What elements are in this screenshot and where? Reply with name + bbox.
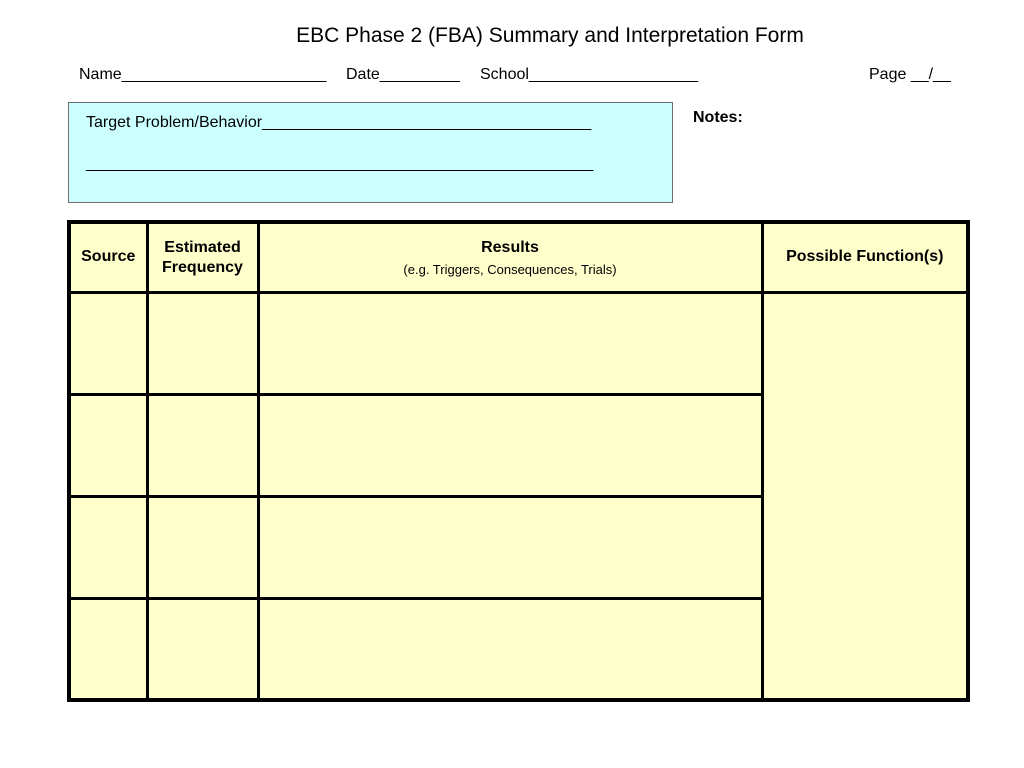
school-field[interactable]: School___________________: [480, 66, 698, 83]
results-header-subtitle: (e.g. Triggers, Consequences, Trials): [403, 262, 617, 277]
possible-function-header-label: Possible Function(s): [786, 248, 944, 266]
source-cell[interactable]: [69, 394, 147, 496]
target-behavior-continuation-field[interactable]: _________________________________________________________: [86, 155, 594, 172]
source-header-label: Source: [81, 248, 136, 266]
page-field[interactable]: Page __/__: [869, 66, 951, 83]
results-cell[interactable]: [258, 292, 762, 394]
source-cell[interactable]: [69, 292, 147, 394]
table-header-row: [69, 222, 968, 292]
frequency-cell[interactable]: [147, 394, 258, 496]
target-behavior-field[interactable]: Target Problem/Behavior_____________________________________: [86, 114, 592, 131]
form-title: EBC Phase 2 (FBA) Summary and Interpretation Form: [296, 24, 804, 47]
name-field[interactable]: Name_______________________: [79, 66, 327, 83]
table-row: [69, 292, 968, 394]
frequency-cell[interactable]: [147, 292, 258, 394]
possible-function-header: [762, 222, 968, 292]
results-header-label: Results: [481, 239, 539, 256]
results-header: [258, 222, 762, 292]
results-cell[interactable]: [258, 394, 762, 496]
estimated-header-line2: Frequency: [162, 259, 243, 276]
date-field[interactable]: Date_________: [346, 66, 460, 83]
source-cell[interactable]: [69, 598, 147, 700]
possible-function-cell[interactable]: [762, 292, 968, 700]
target-behavior-box: [68, 102, 673, 203]
frequency-cell[interactable]: [147, 598, 258, 700]
estimated-frequency-header: [147, 222, 258, 292]
summary-table: [67, 220, 970, 702]
results-cell[interactable]: [258, 598, 762, 700]
frequency-cell[interactable]: [147, 496, 258, 598]
source-header: [69, 222, 147, 292]
source-cell[interactable]: [69, 496, 147, 598]
notes-label: Notes:: [693, 109, 743, 126]
estimated-header-line1: Estimated: [164, 239, 241, 256]
results-cell[interactable]: [258, 496, 762, 598]
